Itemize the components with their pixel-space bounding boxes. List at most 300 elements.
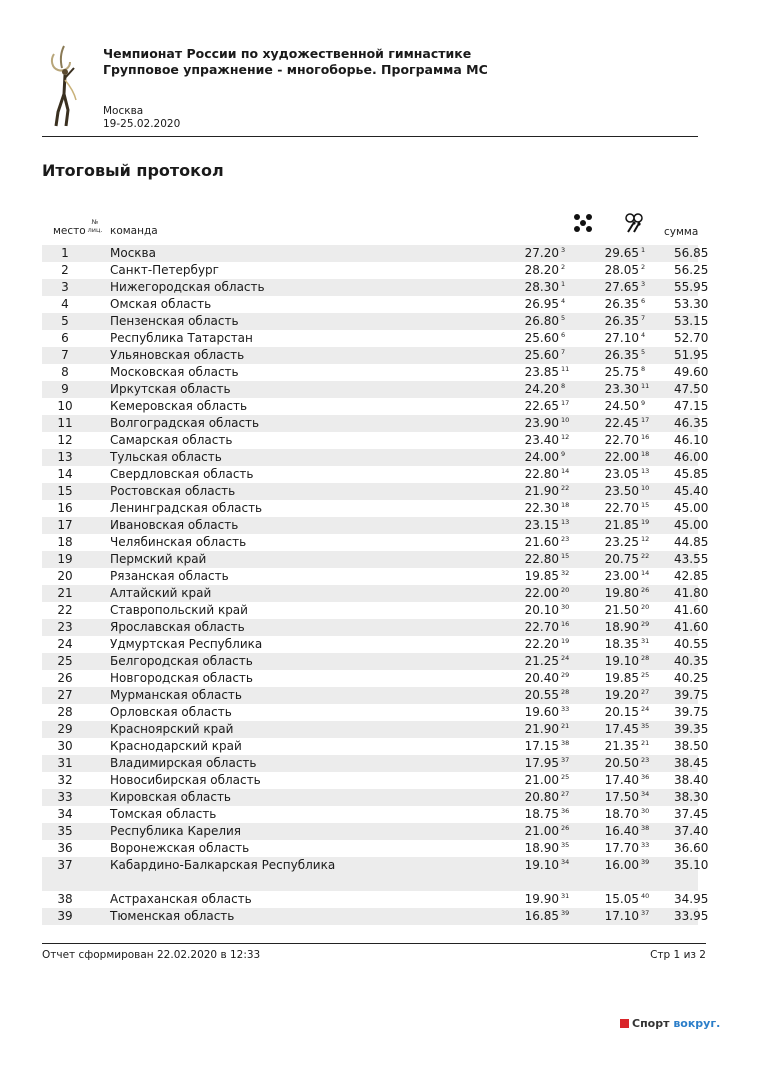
license-cell [88, 738, 110, 755]
brand-logo [620, 1017, 720, 1030]
place-cell: 11 [42, 415, 88, 432]
table-row [42, 721, 698, 738]
total-cell: 35.10 [674, 857, 698, 891]
team-cell: Белгородская область [110, 653, 510, 670]
apparatus1-score: 22.65 [524, 399, 559, 413]
apparatus2-rank: 12 [641, 535, 650, 543]
apparatus1-score: 24.00 [524, 450, 559, 464]
apparatus1-cell [510, 432, 594, 449]
apparatus1-cell [510, 653, 594, 670]
total-cell: 52.70 [674, 331, 709, 345]
apparatus1-score: 22.30 [524, 501, 559, 515]
apparatus1-rank: 20 [561, 586, 570, 594]
place-cell: 27 [42, 687, 88, 704]
license-cell [88, 347, 110, 364]
total-cell: 38.50 [674, 739, 709, 753]
apparatus1-score: 22.80 [524, 467, 559, 481]
team-cell: Удмуртская Республика [110, 637, 263, 651]
place-cell: 34 [57, 807, 73, 821]
apparatus2-rank: 15 [641, 501, 650, 509]
table-row [42, 398, 698, 415]
apparatus1-score: 18.75 [524, 807, 559, 821]
table-row [42, 806, 698, 823]
license-cell [88, 500, 110, 517]
apparatus2-rank: 36 [641, 773, 650, 781]
license-cell [88, 279, 110, 296]
venue-info [103, 105, 180, 131]
apparatus2-score: 23.50 [604, 484, 639, 498]
apparatus1-cell [510, 500, 594, 517]
apparatus1-cell [510, 908, 594, 925]
table-row [42, 857, 698, 891]
table-row [42, 585, 698, 602]
place-cell: 10 [57, 399, 73, 413]
total-cell: 40.55 [674, 637, 709, 651]
apparatus1-score: 21.00 [524, 773, 559, 787]
place-cell: 14 [57, 467, 73, 481]
apparatus1-score: 20.10 [524, 603, 559, 617]
table-row [42, 364, 698, 381]
apparatus2-rank: 20 [641, 603, 650, 611]
table-row [42, 432, 698, 449]
apparatus1-cell [510, 279, 594, 296]
team-cell: Кабардино-Балкарская Республика [110, 857, 510, 891]
team-cell: Иркутская область [110, 381, 510, 398]
apparatus2-score: 27.65 [604, 280, 639, 294]
col-header-license-line2: лиц. [87, 226, 103, 234]
team-cell: Волгоградская область [110, 415, 510, 432]
place-cell: 1 [42, 245, 88, 262]
apparatus2-score: 22.00 [604, 450, 639, 464]
apparatus1-cell [510, 245, 594, 262]
team-cell: Красноярский край [110, 721, 510, 738]
apparatus1-score: 19.90 [524, 892, 559, 906]
apparatus2-score: 20.15 [604, 705, 639, 719]
apparatus1-rank: 15 [561, 552, 570, 560]
team-cell: Ивановская область [110, 517, 510, 534]
apparatus2-rank: 5 [641, 348, 646, 356]
apparatus2-score: 17.10 [604, 909, 639, 923]
total-cell: 45.00 [674, 518, 709, 532]
apparatus2-rank: 14 [641, 569, 650, 577]
apparatus1-rank: 24 [561, 654, 570, 662]
total-cell: 41.80 [674, 586, 709, 600]
team-cell: Краснодарский край [110, 739, 242, 753]
apparatus1-rank: 21 [561, 722, 570, 730]
apparatus1-cell [510, 551, 594, 568]
apparatus2-rank: 7 [641, 314, 646, 322]
team-cell: Челябинская область [110, 535, 247, 549]
apparatus1-rank: 34 [561, 858, 570, 866]
table-row [42, 347, 698, 364]
apparatus2-cell [594, 347, 674, 364]
apparatus1-score: 18.90 [524, 841, 559, 855]
apparatus2-rank: 37 [641, 909, 650, 917]
license-cell [88, 568, 110, 585]
license-cell [88, 755, 110, 772]
apparatus1-cell [510, 517, 594, 534]
apparatus2-score: 18.35 [604, 637, 639, 651]
apparatus1-cell [510, 534, 594, 551]
apparatus2-cell [594, 619, 674, 636]
apparatus2-rank: 25 [641, 671, 650, 679]
competition-title-line2: Групповое упражнение - многоборье. Программа МС [103, 62, 488, 77]
apparatus2-rank: 10 [641, 484, 650, 492]
apparatus2-score: 20.75 [604, 552, 639, 566]
apparatus2-cell [594, 262, 674, 279]
team-cell: Тульская область [110, 449, 510, 466]
table-row [42, 296, 698, 313]
place-cell: 31 [42, 755, 88, 772]
apparatus2-score: 22.70 [604, 433, 639, 447]
apparatus2-score: 21.85 [604, 518, 639, 532]
apparatus1-score: 22.80 [524, 552, 559, 566]
apparatus1-score: 23.85 [524, 365, 559, 379]
report-generated: Отчет сформирован 22.02.2020 в 12:33 [42, 949, 261, 961]
apparatus1-cell [510, 619, 594, 636]
apparatus2-score: 17.50 [604, 790, 639, 804]
apparatus1-score: 25.60 [524, 348, 559, 362]
apparatus1-cell [510, 381, 594, 398]
place-cell: 28 [57, 705, 73, 719]
hoops-clubs-icon [624, 212, 644, 234]
apparatus2-score: 23.30 [604, 382, 639, 396]
apparatus1-score: 19.60 [524, 705, 559, 719]
apparatus1-cell [510, 602, 594, 619]
apparatus1-score: 26.95 [524, 297, 559, 311]
apparatus2-rank: 9 [641, 399, 646, 407]
apparatus1-score: 17.15 [524, 739, 559, 753]
table-row [42, 313, 698, 330]
table-row [42, 891, 698, 908]
apparatus1-rank: 5 [561, 314, 566, 322]
place-cell: 37 [42, 857, 88, 891]
apparatus2-score: 18.70 [604, 807, 639, 821]
apparatus1-cell [510, 687, 594, 704]
col-header-place: место [53, 225, 86, 237]
apparatus2-score: 23.05 [604, 467, 639, 481]
apparatus1-score: 21.90 [524, 484, 559, 498]
apparatus2-rank: 18 [641, 450, 650, 458]
table-row [42, 500, 698, 517]
table-row [42, 619, 698, 636]
team-cell: Астраханская область [110, 892, 252, 906]
license-cell [88, 721, 110, 738]
apparatus1-score: 17.95 [524, 756, 559, 770]
apparatus2-rank: 4 [641, 331, 646, 339]
place-cell: 35 [42, 823, 88, 840]
place-cell: 4 [61, 297, 69, 311]
total-cell: 46.00 [674, 450, 709, 464]
license-cell [88, 517, 110, 534]
table-row [42, 738, 698, 755]
total-cell: 43.55 [674, 552, 709, 566]
apparatus1-cell [510, 789, 594, 806]
total-cell: 47.50 [674, 382, 709, 396]
apparatus1-rank: 13 [561, 518, 570, 526]
apparatus2-rank: 13 [641, 467, 650, 475]
team-cell: Ульяновская область [110, 347, 510, 364]
document-title: Итоговый протокол [42, 161, 224, 180]
apparatus2-rank: 26 [641, 586, 650, 594]
apparatus2-score: 15.05 [604, 892, 639, 906]
apparatus1-rank: 36 [561, 807, 570, 815]
apparatus2-rank: 23 [641, 756, 650, 764]
apparatus1-score: 22.20 [524, 637, 559, 651]
table-row [42, 262, 698, 279]
apparatus2-score: 17.45 [604, 722, 639, 736]
apparatus1-cell [510, 704, 594, 721]
apparatus2-cell [594, 806, 674, 823]
license-cell [88, 772, 110, 789]
apparatus1-score: 27.20 [524, 246, 559, 260]
apparatus1-cell [510, 483, 594, 500]
total-cell: 41.60 [674, 620, 709, 634]
total-cell: 39.75 [674, 688, 709, 702]
apparatus1-cell [510, 585, 594, 602]
table-row [42, 653, 698, 670]
total-cell: 37.40 [674, 824, 709, 838]
apparatus1-rank: 28 [561, 688, 570, 696]
place-cell: 39 [42, 908, 88, 925]
apparatus1-rank: 12 [561, 433, 570, 441]
apparatus1-rank: 11 [561, 365, 570, 373]
apparatus2-rank: 11 [641, 382, 650, 390]
apparatus2-rank: 29 [641, 620, 650, 628]
apparatus1-cell [510, 823, 594, 840]
license-cell [88, 687, 110, 704]
apparatus2-rank: 31 [641, 637, 650, 645]
apparatus1-cell [510, 670, 594, 687]
apparatus1-cell [510, 636, 594, 653]
apparatus1-rank: 22 [561, 484, 570, 492]
team-cell: Новгородская область [110, 671, 253, 685]
place-cell: 32 [57, 773, 73, 787]
apparatus2-score: 23.25 [604, 535, 639, 549]
apparatus1-rank: 38 [561, 739, 570, 747]
total-cell: 44.85 [674, 535, 709, 549]
total-cell: 46.10 [674, 433, 709, 447]
place-cell: 20 [57, 569, 73, 583]
apparatus2-cell [594, 500, 674, 517]
apparatus2-score: 26.35 [604, 314, 639, 328]
apparatus1-rank: 2 [561, 263, 566, 271]
team-cell: Республика Карелия [110, 823, 510, 840]
apparatus1-rank: 32 [561, 569, 570, 577]
apparatus2-cell [594, 687, 674, 704]
total-cell: 53.15 [674, 314, 709, 328]
place-cell: 13 [42, 449, 88, 466]
apparatus1-score: 26.80 [524, 314, 559, 328]
place-cell: 3 [42, 279, 88, 296]
apparatus1-score: 22.70 [524, 620, 559, 634]
apparatus2-rank: 3 [641, 280, 646, 288]
apparatus1-score: 25.60 [524, 331, 559, 345]
license-cell [88, 891, 110, 908]
place-cell: 38 [57, 892, 73, 906]
apparatus1-score: 21.00 [524, 824, 559, 838]
apparatus2-score: 17.70 [604, 841, 639, 855]
license-cell [88, 619, 110, 636]
place-cell: 9 [42, 381, 88, 398]
table-row [42, 670, 698, 687]
apparatus2-cell [594, 789, 674, 806]
total-cell: 49.60 [674, 365, 709, 379]
license-cell [88, 296, 110, 313]
apparatus2-score: 27.10 [604, 331, 639, 345]
apparatus1-score: 23.40 [524, 433, 559, 447]
place-cell: 23 [42, 619, 88, 636]
apparatus2-rank: 33 [641, 841, 650, 849]
apparatus2-cell [594, 296, 674, 313]
col-header-total: сумма [664, 226, 699, 238]
table-row [42, 840, 698, 857]
license-cell [88, 602, 110, 619]
apparatus1-score: 20.55 [524, 688, 559, 702]
place-cell: 12 [57, 433, 73, 447]
license-cell [88, 823, 110, 840]
table-row [42, 279, 698, 296]
apparatus1-score: 23.15 [524, 518, 559, 532]
apparatus2-cell [594, 840, 674, 857]
apparatus1-rank: 31 [561, 892, 570, 900]
apparatus1-score: 19.85 [524, 569, 559, 583]
apparatus2-rank: 40 [641, 892, 650, 900]
apparatus1-score: 19.10 [524, 858, 559, 872]
total-cell: 56.25 [674, 263, 709, 277]
apparatus1-cell [510, 466, 594, 483]
apparatus1-rank: 14 [561, 467, 570, 475]
license-cell [88, 398, 110, 415]
apparatus2-cell [594, 245, 674, 262]
apparatus2-score: 26.35 [604, 348, 639, 362]
apparatus1-rank: 3 [561, 246, 566, 254]
apparatus2-score: 26.35 [604, 297, 639, 311]
apparatus2-cell [594, 636, 674, 653]
license-cell [88, 857, 110, 891]
apparatus1-score: 20.80 [524, 790, 559, 804]
license-cell [88, 245, 110, 262]
total-cell: 36.60 [674, 841, 709, 855]
col-header-license [87, 218, 103, 234]
team-cell: Владимирская область [110, 755, 510, 772]
apparatus1-rank: 33 [561, 705, 570, 713]
results-table [42, 245, 709, 925]
apparatus2-score: 28.05 [604, 263, 639, 277]
apparatus1-cell [510, 721, 594, 738]
apparatus2-cell [594, 432, 674, 449]
apparatus2-rank: 16 [641, 433, 650, 441]
apparatus1-rank: 4 [561, 297, 566, 305]
total-cell: 42.85 [674, 569, 709, 583]
team-cell: Орловская область [110, 705, 232, 719]
apparatus1-rank: 19 [561, 637, 570, 645]
table-row [42, 245, 698, 262]
team-cell: Пермский край [110, 551, 510, 568]
place-cell: 29 [42, 721, 88, 738]
apparatus1-score: 23.90 [524, 416, 559, 430]
apparatus1-score: 21.25 [524, 654, 559, 668]
place-cell: 18 [57, 535, 73, 549]
team-cell: Санкт-Петербург [110, 263, 219, 277]
table-row [42, 636, 698, 653]
apparatus2-rank: 17 [641, 416, 650, 424]
apparatus2-rank: 34 [641, 790, 650, 798]
apparatus2-rank: 24 [641, 705, 650, 713]
total-cell: 34.95 [674, 892, 709, 906]
apparatus2-score: 23.00 [604, 569, 639, 583]
license-cell [88, 432, 110, 449]
venue-dates: 19-25.02.2020 [103, 118, 181, 130]
license-cell [88, 789, 110, 806]
table-row [42, 687, 698, 704]
team-cell: Ростовская область [110, 483, 510, 500]
license-cell [88, 466, 110, 483]
table-row [42, 517, 698, 534]
place-cell: 24 [57, 637, 73, 651]
apparatus2-cell [594, 721, 674, 738]
total-cell: 55.95 [674, 280, 709, 294]
license-cell [88, 653, 110, 670]
apparatus2-score: 22.45 [604, 416, 639, 430]
apparatus1-rank: 29 [561, 671, 570, 679]
place-cell: 21 [42, 585, 88, 602]
apparatus1-rank: 39 [561, 909, 570, 917]
apparatus2-cell [594, 585, 674, 602]
apparatus1-rank: 35 [561, 841, 570, 849]
team-cell: Кемеровская область [110, 399, 248, 413]
apparatus1-rank: 27 [561, 790, 570, 798]
apparatus1-rank: 37 [561, 756, 570, 764]
table-row [42, 755, 698, 772]
total-cell: 47.15 [674, 399, 709, 413]
apparatus1-score: 16.85 [524, 909, 559, 923]
apparatus1-rank: 25 [561, 773, 570, 781]
apparatus1-rank: 9 [561, 450, 566, 458]
apparatus2-cell [594, 364, 674, 381]
apparatus2-cell [594, 738, 674, 755]
apparatus2-score: 21.50 [604, 603, 639, 617]
total-cell: 51.95 [674, 348, 709, 362]
total-cell: 56.85 [674, 246, 709, 260]
table-row [42, 908, 698, 925]
apparatus1-rank: 18 [561, 501, 570, 509]
balls-icon [573, 213, 593, 233]
apparatus2-rank: 2 [641, 263, 646, 271]
brand-mark-icon [620, 1019, 629, 1028]
license-cell [88, 551, 110, 568]
place-cell: 15 [42, 483, 88, 500]
place-cell: 6 [61, 331, 69, 345]
total-cell: 40.35 [674, 654, 709, 668]
apparatus1-cell [510, 568, 594, 585]
header-divider [42, 136, 698, 137]
apparatus2-score: 19.85 [604, 671, 639, 685]
apparatus1-rank: 26 [561, 824, 570, 832]
license-cell [88, 806, 110, 823]
apparatus2-cell [594, 653, 674, 670]
apparatus2-cell [594, 398, 674, 415]
apparatus1-cell [510, 364, 594, 381]
apparatus2-cell [594, 891, 674, 908]
team-cell: Мурманская область [110, 687, 510, 704]
team-cell: Ставропольский край [110, 603, 248, 617]
license-cell [88, 670, 110, 687]
apparatus1-cell [510, 330, 594, 347]
col-header-license-line1: № [91, 218, 99, 226]
apparatus2-cell [594, 483, 674, 500]
apparatus2-score: 16.40 [604, 824, 639, 838]
